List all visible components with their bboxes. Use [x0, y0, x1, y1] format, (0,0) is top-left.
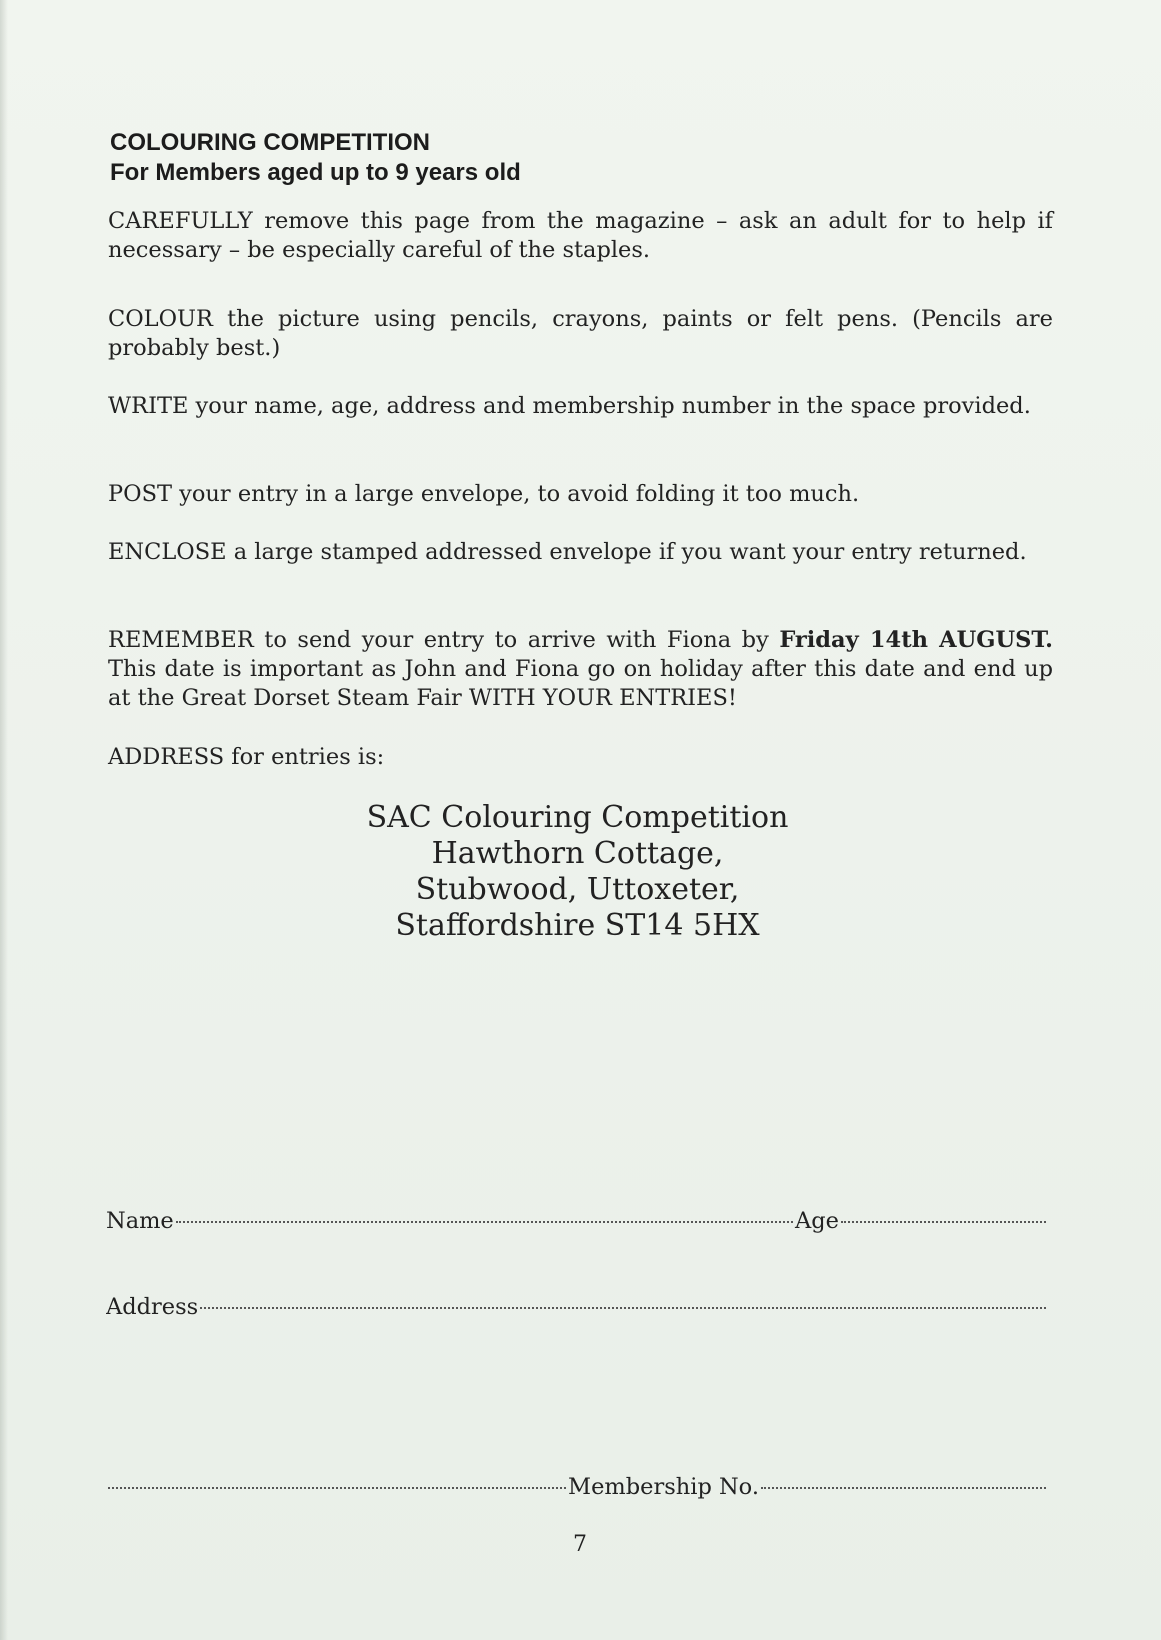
instruction-paragraph-remember [108, 626, 1053, 713]
instruction-paragraph-address [108, 743, 1053, 772]
address-field-line-3[interactable] [108, 1487, 566, 1489]
page-number: 7 [573, 1532, 587, 1557]
competition-title: COLOURING COMPETITION [110, 129, 430, 156]
name-field[interactable] [176, 1221, 793, 1223]
name-age-row [106, 1206, 1048, 1236]
instruction-keyword: ENCLOSE [108, 539, 227, 565]
instruction-text: a large stamped addressed envelope if you want your entry returned. [226, 539, 1027, 565]
instruction-keyword: COLOUR [108, 306, 213, 332]
competition-heading [110, 128, 521, 188]
competition-subtitle: For Members aged up to 9 years old [110, 159, 521, 186]
instruction-keyword: ADDRESS [108, 744, 225, 770]
address-field-line-1[interactable] [200, 1307, 1046, 1309]
instruction-keyword: WRITE [108, 393, 189, 419]
membership-label: Membership No. [568, 1474, 759, 1500]
name-label: Name [106, 1208, 174, 1234]
instruction-paragraph-enclose [108, 538, 1053, 567]
age-label: Age [795, 1208, 839, 1234]
instruction-text: your entry in a large envelope, to avoid folding it too much. [172, 481, 860, 507]
instruction-paragraph-colour [108, 305, 1053, 363]
membership-row [106, 1472, 1048, 1502]
deadline-date: Friday 14th AUGUST. [779, 627, 1053, 653]
instruction-text: for entries is: [224, 744, 385, 770]
page-edge-shadow [0, 0, 8, 1640]
age-field[interactable] [841, 1221, 1046, 1223]
postal-address [300, 800, 855, 944]
instruction-paragraph-write [108, 392, 1053, 421]
instruction-text: to send your entry to arrive with Fiona by [253, 627, 780, 653]
address-row [106, 1292, 1048, 1322]
instruction-keyword: REMEMBER [108, 627, 254, 653]
address-line-1: SAC Colouring Competition [366, 800, 789, 835]
instruction-keyword: CAREFULLY [108, 208, 253, 234]
instruction-paragraph-post [108, 480, 1053, 509]
instruction-keyword: POST [108, 481, 173, 507]
instruction-text: your name, age, address and membership number in the space provided. [188, 393, 1031, 419]
address-line-4: Staffordshire ST14 5HX [395, 908, 760, 943]
address-label: Address [106, 1294, 199, 1320]
address-row-2 [106, 1383, 1048, 1385]
instruction-text-after: This date is important as John and Fiona go on holiday after this date and end up at the Great Dorset Steam Fair WITH YOUR ENTRIES! [108, 656, 1053, 711]
instruction-text: the picture using pencils, crayons, paints or felt pens. (Pencils are probably best.) [108, 306, 1053, 361]
address-line-2: Hawthorn Cottage, [431, 836, 724, 871]
membership-field[interactable] [761, 1487, 1046, 1489]
instruction-paragraph-carefully [108, 207, 1053, 265]
address-line-3: Stubwood, Uttoxeter, [415, 872, 740, 907]
instruction-text: remove this page from the magazine – ask an adult for to help if necessary – be especially careful of the staples. [108, 208, 1053, 263]
